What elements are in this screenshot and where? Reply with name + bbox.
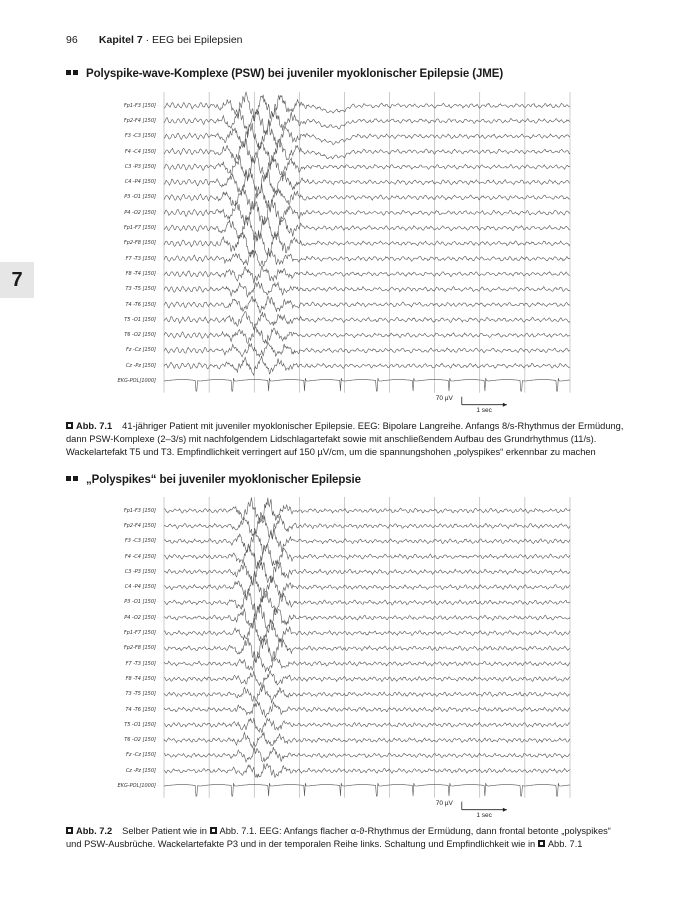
arrow-right-icon bbox=[503, 808, 507, 812]
caption-text: 41-jähriger Patient mit juveniler myoklonischer Epilepsie. EEG: Bipolare Langreihe. Anfangs 8/s-Rhythmus der Ermüdung, dann PSW-Komplexe (2–3/s) mit nachfolgendem Lidschlagartefakt sowie mit anschließendem Aufbau des Grundrhythmus (11/s). Wackelartefakt T5 und T3. Empfindlichkeit verringert auf 150 µV/cm, um die spannungshohen „polyspikes“ erkennbar zu machen bbox=[66, 421, 624, 457]
eeg-trace bbox=[164, 560, 570, 585]
channel-label: Cz -Pz [150] bbox=[125, 767, 156, 774]
eeg-trace bbox=[164, 312, 570, 330]
eeg-trace bbox=[164, 92, 570, 121]
chapter-number: Kapitel 7 bbox=[98, 34, 143, 46]
channel-label: Fz -Cz [150] bbox=[125, 752, 156, 759]
ekg-trace bbox=[164, 783, 570, 796]
eeg-trace bbox=[164, 121, 570, 150]
channel-label: T3 -T5 [150] bbox=[125, 286, 156, 293]
eeg-trace bbox=[164, 282, 570, 297]
channel-label: P4 -O2 [150] bbox=[124, 209, 156, 216]
eeg-trace bbox=[164, 718, 570, 732]
channel-label: EKG-POL[1000] bbox=[117, 378, 156, 385]
eeg-trace bbox=[164, 342, 570, 357]
figure-label: Abb. 7.1 bbox=[76, 421, 113, 431]
channel-label: Fp1-F3 [150] bbox=[123, 102, 156, 109]
figure-ref-icon bbox=[538, 840, 545, 847]
chapter-title: EEG bei Epilepsien bbox=[152, 34, 243, 46]
eeg-trace bbox=[164, 764, 570, 778]
amplitude-scale-label: 70 µV bbox=[435, 799, 453, 807]
eeg-trace bbox=[164, 545, 570, 569]
section-heading-text: „Polyspikes“ bei juveniler myoklonischer Epilepsie bbox=[86, 474, 361, 486]
eeg-trace bbox=[164, 685, 570, 704]
page-number: 96 bbox=[66, 34, 78, 46]
channel-label: F7 -T3 [150] bbox=[125, 660, 156, 667]
channel-label: T5 -O1 [150] bbox=[124, 721, 156, 728]
channel-label: C3 -P3 [150] bbox=[124, 568, 156, 575]
figure-label: Abb. 7.2 bbox=[76, 826, 113, 836]
eeg-trace bbox=[164, 732, 570, 748]
eeg-traces bbox=[100, 90, 580, 415]
channel-label: F4 -C4 [150] bbox=[124, 148, 156, 155]
chapter-tab: 7 bbox=[0, 262, 34, 298]
channel-label: F8 -T4 [150] bbox=[125, 270, 156, 277]
amplitude-scale-label: 70 µV bbox=[435, 394, 453, 402]
channel-label: T4 -T6 [150] bbox=[125, 301, 156, 308]
channel-label: Fp2-F8 [150] bbox=[123, 240, 156, 247]
figure-ref-icon bbox=[210, 827, 217, 834]
channel-label: F3 -C3 [150] bbox=[124, 133, 156, 140]
eeg-trace bbox=[164, 230, 570, 257]
eeg-trace bbox=[164, 638, 570, 663]
channel-label: EKG-POL[1000] bbox=[117, 783, 156, 790]
caption-text: . EEG: Anfangs flacher α-ϑ-Rhythmus der Ermüdung, dann frontal betonte „polyspikes“ und PSW-Ausbrüche. Wackelartefakte P3 und in der temporalen Reihe links. Schaltung und Empfindlichkeit wie in bbox=[66, 826, 611, 849]
figure-reference-link[interactable]: Abb. 7.1 bbox=[219, 826, 255, 836]
channel-label: F7 -T3 [150] bbox=[125, 255, 156, 262]
eeg-trace bbox=[164, 618, 570, 648]
time-scale-label: 1 sec bbox=[476, 811, 492, 819]
eeg-trace bbox=[164, 200, 570, 226]
eeg-trace bbox=[164, 296, 570, 313]
heading-bullets-icon bbox=[66, 68, 80, 80]
eeg-trace bbox=[164, 215, 570, 241]
eeg-trace bbox=[164, 327, 570, 344]
separator: · bbox=[142, 34, 153, 46]
eeg-trace bbox=[164, 250, 570, 266]
eeg-figure-1 bbox=[100, 90, 580, 415]
eeg-trace bbox=[164, 266, 570, 283]
channel-label: T3 -T5 [150] bbox=[125, 691, 156, 698]
eeg-traces bbox=[100, 495, 580, 825]
channel-label: Fp2-F4 [150] bbox=[123, 117, 156, 124]
ekg-trace bbox=[164, 378, 570, 391]
eeg-trace bbox=[164, 184, 570, 212]
eeg-trace bbox=[164, 572, 570, 603]
caption-text: Selber Patient wie in bbox=[122, 826, 207, 836]
channel-label: Fp1-F7 [150] bbox=[123, 225, 156, 232]
eeg-trace bbox=[164, 356, 570, 375]
channel-label: F4 -C4 [150] bbox=[124, 553, 156, 560]
channel-label: T4 -T6 [150] bbox=[125, 706, 156, 713]
eeg-trace bbox=[164, 169, 570, 195]
channel-label: Cz -Pz [150] bbox=[125, 362, 156, 369]
eeg-trace bbox=[164, 528, 570, 554]
figure-reference-link[interactable]: Abb. 7.1 bbox=[547, 839, 583, 849]
eeg-trace bbox=[164, 108, 570, 135]
channel-label: P3 -O1 [150] bbox=[124, 599, 156, 606]
channel-label: F8 -T4 [150] bbox=[125, 675, 156, 682]
running-head bbox=[66, 34, 243, 46]
section-heading-text: Polyspike-wave-Komplexe (PSW) bei juveniler myoklonischer Epilepsie (JME) bbox=[86, 68, 504, 80]
eeg-trace bbox=[164, 497, 570, 523]
section-heading-1 bbox=[66, 68, 503, 80]
eeg-trace bbox=[164, 604, 570, 629]
eeg-trace bbox=[164, 589, 570, 617]
channel-label: C4 -P4 [150] bbox=[124, 179, 156, 186]
channel-label: P3 -O1 [150] bbox=[124, 194, 156, 201]
eeg-trace bbox=[164, 702, 570, 718]
channel-label: Fz -Cz [150] bbox=[125, 347, 156, 354]
figure-caption-2 bbox=[66, 825, 626, 851]
channel-label: T6 -O2 [150] bbox=[124, 737, 156, 744]
channel-label: Fp2-F4 [150] bbox=[123, 522, 156, 529]
eeg-trace bbox=[164, 655, 570, 671]
channel-label: Fp1-F7 [150] bbox=[123, 630, 156, 637]
time-scale-label: 1 sec bbox=[476, 406, 492, 414]
channel-label: T5 -O1 [150] bbox=[124, 316, 156, 323]
channel-label: Fp2-F8 [150] bbox=[123, 645, 156, 652]
section-heading-2 bbox=[66, 474, 361, 486]
channel-label: T6 -O2 [150] bbox=[124, 332, 156, 339]
figure-ref-icon bbox=[66, 827, 73, 834]
arrow-right-icon bbox=[503, 403, 507, 407]
heading-bullets-icon bbox=[66, 474, 80, 486]
channel-label: P4 -O2 [150] bbox=[124, 614, 156, 621]
eeg-trace bbox=[164, 671, 570, 689]
eeg-trace bbox=[164, 512, 570, 539]
channel-label: Fp1-F3 [150] bbox=[123, 507, 156, 514]
channel-label: F3 -C3 [150] bbox=[124, 538, 156, 545]
figure-caption-1 bbox=[66, 420, 626, 459]
channel-label: C3 -P3 [150] bbox=[124, 163, 156, 170]
eeg-figure-2 bbox=[100, 495, 580, 825]
eeg-trace bbox=[164, 152, 570, 181]
eeg-trace bbox=[164, 747, 570, 762]
figure-ref-icon bbox=[66, 422, 73, 429]
channel-label: C4 -P4 [150] bbox=[124, 584, 156, 591]
eeg-trace bbox=[164, 139, 570, 167]
